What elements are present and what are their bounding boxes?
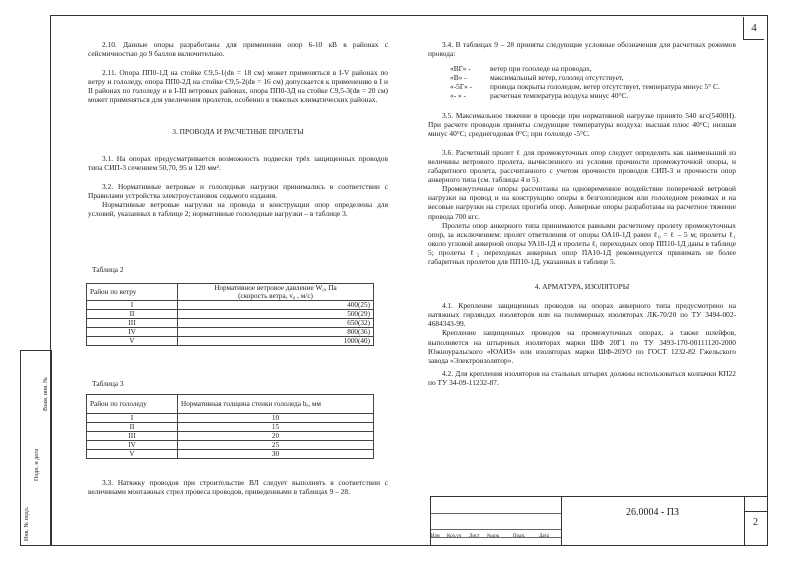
table-row: I 10: [87, 414, 374, 423]
paragraph-3-6b: Промежуточные опоры рассчитаны на одновременное воздействие поперечной ветровой нагрузки на провод и на конструкцию опоры в безгололедном или гололедном режимах и на весовые нагрузки на стрелах прогиба опор. Анкерные опоры разработаны на расчетное тяжение провода 700 кгс.: [428, 184, 736, 221]
table2-caption: Таблица 2: [92, 265, 124, 274]
table-row: V 30: [87, 450, 374, 459]
table3-caption: Таблица 3: [92, 379, 124, 388]
table-row: II 500(29): [87, 310, 374, 319]
table2-header-region: Район по ветру: [87, 284, 178, 301]
table-2: [86, 283, 374, 346]
title-block: [430, 496, 767, 545]
table2-header-speed: (скорость ветра, v₀ , м/с): [178, 292, 374, 301]
table-3: [86, 394, 374, 459]
table-row: III 20: [87, 432, 374, 441]
section-3-title: 3. ПРОВОДА И РАСЧЕТНЫЕ ПРОЛЕТЫ: [172, 126, 304, 136]
paragraph-2-11: 2.11. Опора ПП0-1Д на стойке С9,5-1(dв = 18 см) может применяться в I-V районах по ветру и гололеду, опора ПП0-2Д на стойке С9,5-2(dв = 16 см) допускается к применению в I и II районах по гололеду и в I-III ветровых районах, опора ПП0-3Д на стойке С9,5-3(dв = 20 см) может применяться для увеличения пролетов, особенно в тяжелых климатических районах.: [88, 68, 388, 105]
left-column: [88, 40, 388, 218]
right-column: [428, 40, 736, 387]
legend-item: «-5Г» - провода покрыты гололедом, ветер отсутствует, температура минус 5° С.: [450, 82, 720, 92]
legend-item: «ВГ» - ветер при гололеде на проводах,: [450, 64, 592, 74]
page-number: 2: [753, 517, 758, 528]
table2-header-pressure: Нормативное ветровое давление W₀, Па: [178, 284, 374, 293]
side-label-sign: Подп. и дата: [34, 448, 40, 481]
paragraph-3-3: 3.3. Натяжку проводов при строительстве ВЛ следует выполнять в соответствии с величинами монтажных стрел провеса проводов, приведенными в таблицах 9 – 28.: [88, 478, 388, 497]
legend-item: «- » - расчетная температура воздуха минус 40°С.: [450, 91, 629, 101]
table-row: IV 800(36): [87, 328, 374, 337]
side-label-inv: Инв. № подл.: [24, 506, 30, 541]
paragraph-3-2a: 3.2. Нормативные ветровые и гололедные нагрузки принимались в соответствии с Правилами устройства электроустановок седьмого издания.: [88, 181, 388, 200]
doc-code: 26.0004 - ПЗ: [625, 507, 680, 518]
table-row: V 1000(40): [87, 337, 374, 346]
table-row: I 400(25): [87, 301, 374, 310]
side-stamp: [20, 350, 52, 546]
table3-header-region: Район по гололеду: [87, 395, 178, 414]
table3-header-thickness: Нормативная толщина стенки гололеда bₑ, мм: [178, 395, 374, 414]
table-row: III 650(32): [87, 319, 374, 328]
table-row: II 15: [87, 423, 374, 432]
paragraph-4-1b: Крепление защищенных проводов на промежуточных опорах, а также шлейфов, выполняется на штыревых изоляторах марки ШФ 20Г1 по ТУ 3493-170-00111120-2000 Южноуральского «ЮАИЗ» или изоляторах марки ШФ-20УО по ГОСТ 1232-82 Гжельского завода «Электроизолятор».: [428, 328, 736, 365]
table-row: IV 25: [87, 441, 374, 450]
legend-list: [428, 64, 736, 100]
stamp-labels: Изм Кол.уч Лист №док Подп. Дата: [431, 534, 549, 539]
paragraph-3-2b: Нормативные ветровые нагрузки на провода и конструкции опор определены для условий, указанных в таблице 2; нормативные гололедные нагрузки – в таблице 3.: [88, 200, 388, 219]
side-label-replace: Взам. инв. №: [43, 377, 49, 411]
paragraph-3-6a: 3.6. Расчетный пролет ℓ для промежуточных опор следует определять как наименьший из величины ветрового пролета, вычисленного из условия прочности промежуточной опоры, и габаритного пролета, рассчитанного с учетом прочности проводов СИП-3 и прочности опор анкерного типа (см. таблицы 4 и 5).: [428, 147, 736, 185]
paragraph-4-2: 4.2. Для крепления изоляторов на стальных штырях должны использоваться колпачки КП22 по ТУ 34-09-11232-87.: [428, 368, 736, 387]
paragraph-3-6c: Пролеты опор анкерного типа принимаются равными расчетному пролету промежуточных опор, за исключением: пролет ответвления от опоры ОА10-1Д равен ℓ₀ = ℓ – 5 м; пролеты ℓ₁ около угловой анкерной опоры УА10-1Д и пролеты ℓ₁ переходных опор ПП10-1Д даны в таблице 5; пролеты ℓ₂ переходных анкерных опор ПА10-1Д рекомендуется принимать не более габаритных пролетов для ПП10-1Д, указанных в таблице 5.: [428, 220, 736, 266]
paragraph-3-4: 3.4. В таблицах 9 – 28 приняты следующие условные обозначения для расчетных режимов провода:: [428, 40, 736, 59]
legend-item: «В» - максимальный ветер, гололед отсутствует,: [450, 73, 624, 83]
paragraph-4-1a: 4.1. Крепление защищенных проводов на опорах анкерного типа предусмотрено на натяжных гирляндах изоляторов или на полимерных изоляторах ЛК-70/20 по ТУ 3494-002-4684343-99.: [428, 301, 736, 329]
paragraph-3-1: 3.1. На опорах предусматривается возможность подвески трёх защищенных проводов типа СИП-3 сечением 50,70, 95 и 120 мм².: [88, 153, 388, 172]
paragraph-2-10: 2.10. Данные опоры разработаны для применения опор 6-10 кВ в районах с сейсмичностью до 9 баллов включительно.: [88, 40, 388, 59]
section-4-title: 4. АРМАТУРА, ИЗОЛЯТОРЫ: [534, 282, 630, 292]
paragraph-3-5: 3.5. Максимальное тяжение в проводе при нормативной нагрузке принято 540 кгс(5400Н). При расчете проводов приняты следующие температуры воздуха: высшая плюс 40°С; низшая минус 40°С; среднегодовая 0°С; при гололеде -5°С.: [428, 110, 736, 138]
sheet-number: 4: [743, 17, 764, 40]
